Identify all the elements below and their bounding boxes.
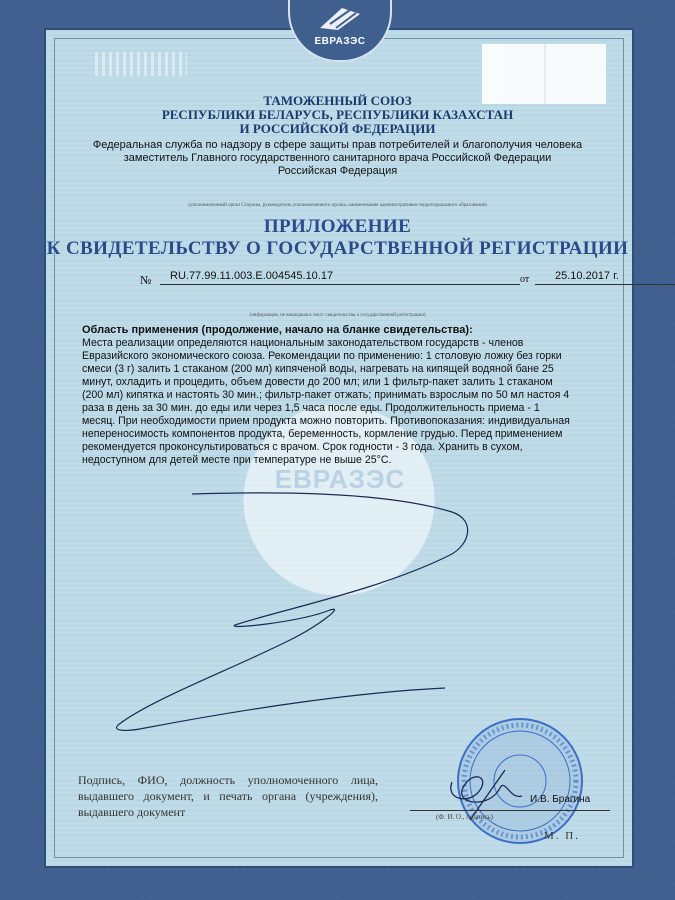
from-label: от [520,274,530,285]
scope-line: минут, охладить и процедить, объем довести до 200 мл; или 1 фильтр-пакет залить 1 стаканом [82,376,553,388]
scope-line: смеси (3 г) залить 1 стаканом (200 мл) кипяченой воды, нагревать на кипящей водяной бане 25 [82,363,554,375]
registration-number: RU.77.99.11.003.E.004545.10.17 [160,270,520,285]
scope-heading: Область применения (продолжение, начало на бланке свидетельства): [82,324,473,336]
union-line-1: ТАМОЖЕННЫЙ СОЮЗ [263,93,412,108]
agency-line-1: Федеральная служба по надзору в сфере защиты прав потребителей и благополучия человека [92,139,583,151]
signatory-name: И.В. Брагина [530,794,591,805]
agency-line-2: заместитель Главного государственного санитарного врача Российской Федерации [123,152,552,164]
number-label: № [140,273,152,287]
scope-line: непереносимость компонентов продукта, беременность, кормление грудью. Перед применением [82,428,563,440]
registration-date: 25.10.2017 г. [535,270,675,285]
emblem-text: ЕВРАЗЭС [314,36,366,47]
scope-line: рекомендуется проконсультироваться с врачом. Срок годности - 3 года. Хранить в сухом, [82,441,523,453]
scope-line: недоступном для детей месте при температуре не выше 25°С. [82,454,392,466]
seal-place-label: М. П. [544,830,580,842]
scope-line: раза в день за 30 мин. до еды или через 1,5 часа после еды. Продолжительность приема - 1 [82,402,540,414]
scope-line: (200 мл) кипятка и настоять 30 мин.; фильтр-пакет отжать; принимать взрослым по 50 мл настоя 4 [82,389,570,401]
signature-line [410,810,610,811]
watermark: ЕВРАЗЭС [274,464,406,494]
scope-line: месяц. При необходимости прием продукта можно повторить. Противопоказания: индивидуальная [82,415,570,427]
scope-line: Места реализации определяются национальным законодательством государств - членов [82,337,524,349]
info-hint: (информация, не вошедшая в текст свидетельства о государственной регистрации) [249,313,426,318]
title-line-2: К СВИДЕТЕЛЬСТВУ О ГОСУДАРСТВЕННОЙ РЕГИСТРАЦИИ [46,238,629,259]
scope-line: Евразийского экономического союза. Рекомендации по применению: 1 столовую ложку без горки [82,350,562,362]
union-line-3: И РОССИЙСКОЙ ФЕДЕРАЦИИ [239,121,436,136]
signature-label: Подпись, ФИО, должность уполномоченного лица, выдавшего документ, и печать органа (учреждения), выдавшего документ [78,773,378,819]
union-line-2: РЕСПУБЛИКИ БЕЛАРУСЬ, РЕСПУБЛИКИ КАЗАХСТАН [161,107,514,122]
fio-hint: (Ф. И. О., подпись) [436,813,493,821]
authority-hint: (уполномоченный орган Стороны, руководитель уполномоченного органа, наименование административно-территориального образования) [188,203,487,208]
title-line-1: ПРИЛОЖЕНИЕ [263,216,412,237]
agency-line-3: Российская Федерация [277,165,398,177]
